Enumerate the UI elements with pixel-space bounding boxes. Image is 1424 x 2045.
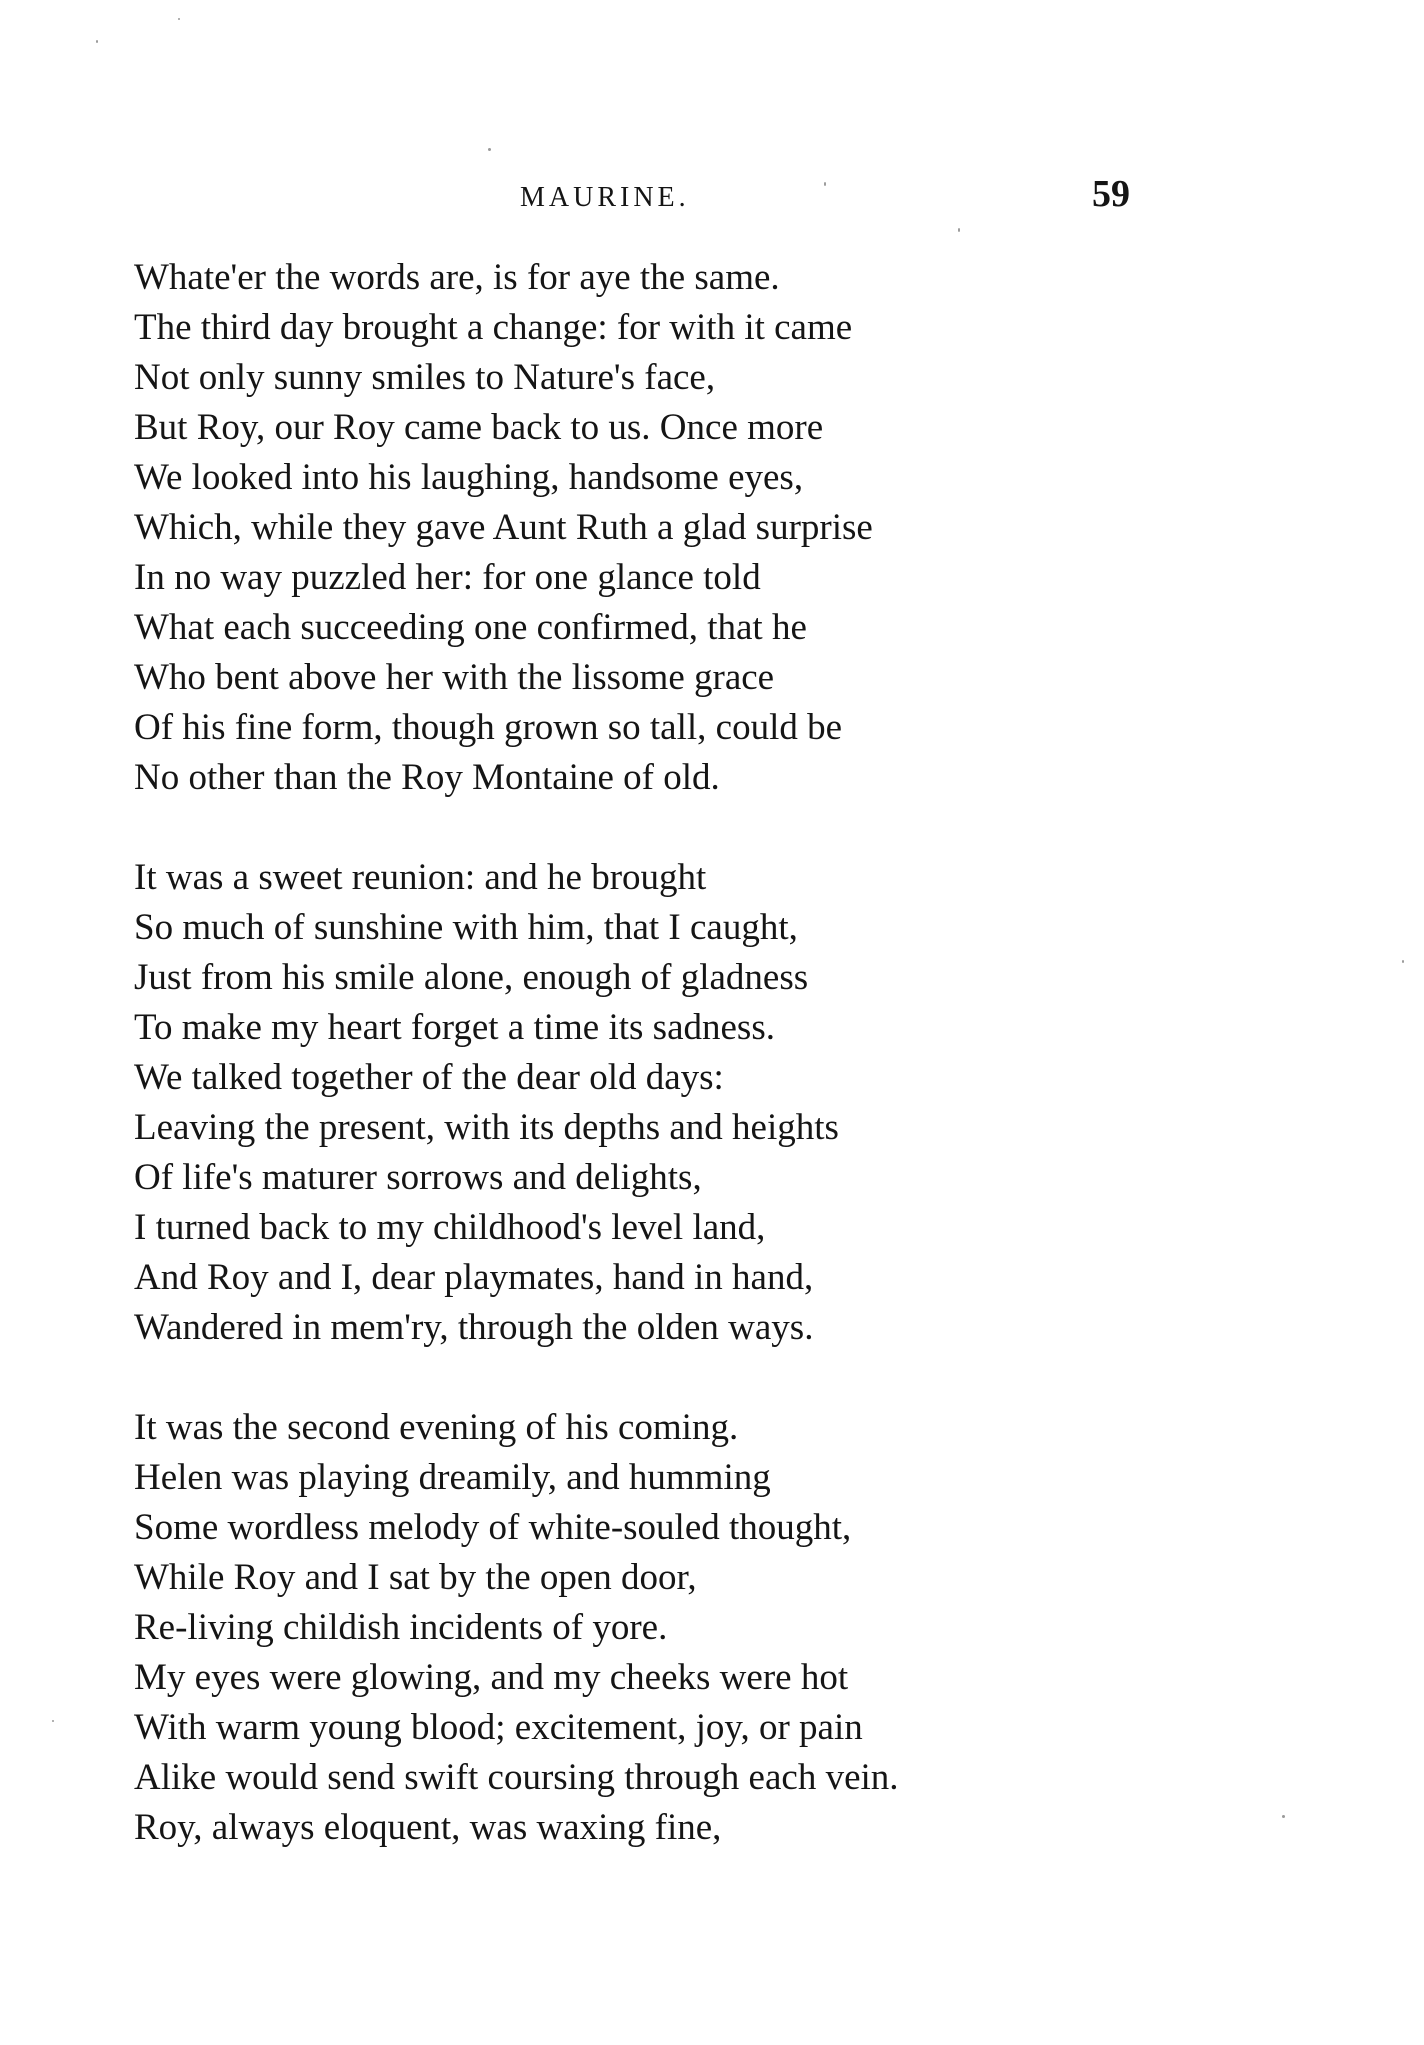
paper-speck xyxy=(96,40,98,43)
poem-line: What each succeeding one confirmed, that he xyxy=(134,607,807,648)
poem-line: The third day brought a change: for with it came xyxy=(134,307,853,348)
poem-line: Re-living childish incidents of yore. xyxy=(134,1607,668,1648)
page-number: 59 xyxy=(1092,173,1130,215)
poem-line: No other than the Roy Montaine of old. xyxy=(134,757,720,798)
poem-line: Of his fine form, though grown so tall, could be xyxy=(134,707,843,748)
poem-line: I turned back to my childhood's level land, xyxy=(134,1207,766,1248)
paper-speck xyxy=(178,18,180,20)
poem-line: So much of sunshine with him, that I caught, xyxy=(134,907,798,948)
poem-line: Who bent above her with the lissome grace xyxy=(134,657,775,698)
poem-line: Wandered in mem'ry, through the olden ways. xyxy=(134,1307,814,1348)
poem-line: We talked together of the dear old days: xyxy=(134,1057,724,1098)
poem-line: Whate'er the words are, is for aye the same. xyxy=(134,257,780,298)
poem-line: While Roy and I sat by the open door, xyxy=(134,1557,697,1598)
page-header xyxy=(134,170,1130,220)
poem-line: Which, while they gave Aunt Ruth a glad surprise xyxy=(134,507,873,548)
poem-line: To make my heart forget a time its sadness. xyxy=(134,1007,775,1048)
paper-speck xyxy=(52,1720,54,1722)
stanza-3 xyxy=(134,1403,1154,1853)
poem-line: In no way puzzled her: for one glance told xyxy=(134,557,761,598)
poem-line: With warm young blood; excitement, joy, or pain xyxy=(134,1707,863,1748)
poem-line: We looked into his laughing, handsome eyes, xyxy=(134,457,804,498)
poem-line: But Roy, our Roy came back to us. Once more xyxy=(134,407,824,448)
paper-speck xyxy=(1282,1815,1285,1818)
poem-line: My eyes were glowing, and my cheeks were hot xyxy=(134,1657,849,1698)
poem-line: Helen was playing dreamily, and humming xyxy=(134,1457,771,1498)
poem-line: Some wordless melody of white-souled thought, xyxy=(134,1507,852,1548)
stanza-1 xyxy=(134,253,1154,803)
paper-speck xyxy=(1402,960,1404,963)
poem-line: Not only sunny smiles to Nature's face, xyxy=(134,357,716,398)
stanza-2 xyxy=(134,853,1154,1353)
paper-speck xyxy=(488,148,491,151)
paper-speck xyxy=(824,182,826,186)
poem-line: Leaving the present, with its depths and heights xyxy=(134,1107,839,1148)
poem-line: Alike would send swift coursing through each vein. xyxy=(134,1757,899,1798)
poem-line: It was a sweet reunion: and he brought xyxy=(134,857,707,898)
poem-line: And Roy and I, dear playmates, hand in hand, xyxy=(134,1257,814,1298)
poem-line: It was the second evening of his coming. xyxy=(134,1407,739,1448)
running-title: MAURINE. xyxy=(520,182,690,213)
paper-speck xyxy=(958,228,960,232)
poem-body xyxy=(134,253,1154,1903)
poem-line: Of life's maturer sorrows and delights, xyxy=(134,1157,702,1198)
poem-line: Just from his smile alone, enough of gladness xyxy=(134,957,809,998)
poem-line: Roy, always eloquent, was waxing fine, xyxy=(134,1807,722,1848)
